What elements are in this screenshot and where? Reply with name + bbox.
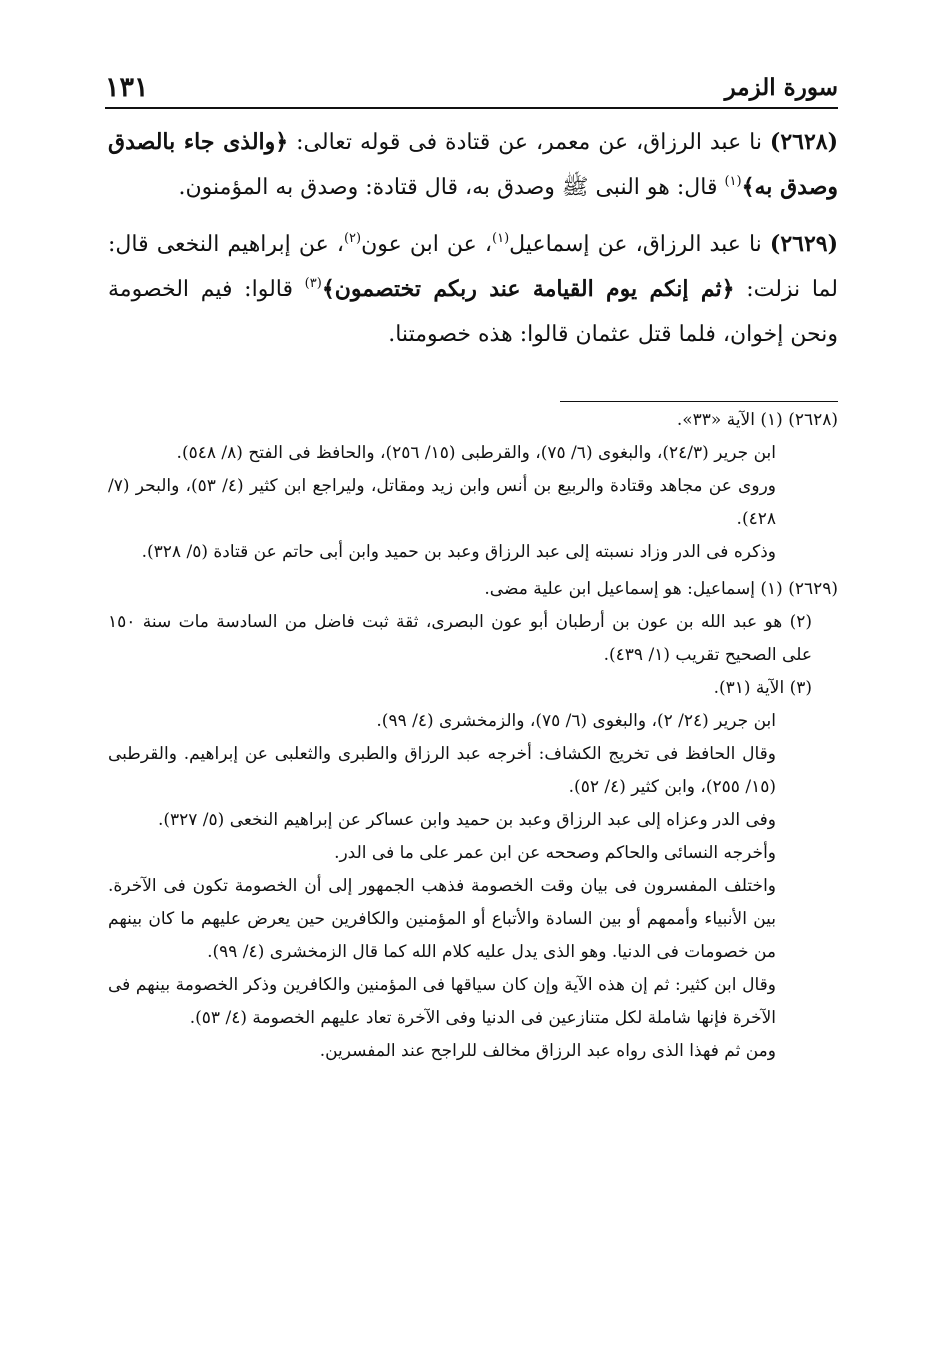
page-number: ١٣١: [105, 72, 149, 103]
main-text: [108, 120, 838, 369]
footnote-line: وفى الدر وعزاه إلى عبد الرزاق وعبد بن حميد وابن عساكر عن إبراهيم النخعى (٥/ ٣٢٧).: [157, 810, 776, 830]
narration-2629: [108, 222, 838, 357]
footnote-line: ابن جرير (٢٤/٣)، والبغوى (٦/ ٧٥)، والقرطبى (١٥/ ٢٥٦)، والحافظ فى الفتح (٨/ ٥٤٨).: [176, 443, 776, 463]
footnote-line: وقال ابن كثير: ثم إن هذه الآية وإن كان سياقها فى المؤمنين والكافرين وذكر الخصومة بينهم فى الآخرة فإنها شاملة لكل متنازعين فى الدنيا وفى الآخرة تعاد عليهم الخصومة (٤/ ٥٣).: [108, 975, 776, 1028]
quran-verse: ﴿والذى جاء بالصدق وصدق به﴾: [108, 129, 838, 200]
narration-text: ، عن ابن عون: [361, 232, 492, 257]
header-divider: [105, 107, 838, 109]
footnote-ref: (١): [724, 174, 742, 189]
narration-text: ، عن إبراهيم النخعى قال: لما نزلت:: [108, 232, 838, 302]
footnote-ref: (٢): [343, 231, 362, 246]
footnote-line: (٣) الآية (٣١).: [713, 678, 812, 698]
narration-text: نا عبد الرزاق، عن إسماعيل: [509, 232, 770, 257]
page-header: [105, 72, 838, 106]
footnote-line: ابن جرير (٢٤/ ٢)، والبغوى (٦/ ٧٥)، والزمخشرى (٤/ ٩٩).: [376, 711, 776, 731]
footnote-line: وقال الحافظ فى تخريج الكشاف: أخرجه عبد الرزاق والطبرى والثعلبى عن إبراهيم. والقرطبى (١٥/ ٢٥٥)، وابن كثير (٤/ ٥٢).: [108, 744, 776, 797]
chapter-title: سورة الزمر: [724, 74, 838, 101]
quran-verse: ﴿ثم إنكم يوم القيامة عند ربكم تختصمون﴾: [321, 276, 735, 302]
footnote-ref: (١): [492, 231, 510, 246]
narration-number: (٢٦٢٨): [769, 129, 838, 155]
narration-text: قالوا: فيم الخصومة ونحن إخوان، فلما قتل عثمان قالوا: هذه خصومتنا.: [108, 277, 838, 347]
footnote-line: واختلف المفسرون فى بيان وقت الخصومة فذهب الجمهور إلى أن الخصومة تكون فى الآخرة. بين الأنبياء وأممهم أو بين السادة والأتباع أو المؤمنين والكافرين حين يعرض عليهم ما كان بينهم من خصومات فى الدنيا. وهو الذى يدل عليه كلام الله كما قال الزمخشرى (٤/ ٩٩).: [108, 876, 776, 962]
narration-text: نا عبد الرزاق، عن معمر، عن قتادة فى قوله تعالى:: [288, 130, 770, 155]
footnote-ref: (٣): [304, 276, 322, 291]
footnote-line: وروى عن مجاهد وقتادة والربيع بن أنس وابن زيد ومقاتل، وليراجع ابن كثير (٤/ ٥٣)، والبحر (٧/ ٤٢٨).: [108, 476, 776, 529]
narration-2628: [108, 120, 838, 210]
footnotes: [108, 404, 838, 1068]
footnote-heading: (٢٦٢٩) (١) إسماعيل: هو إسماعيل ابن علية مضى.: [484, 579, 838, 599]
footnote-divider: [560, 401, 838, 402]
footnote-heading: (٢٦٢٨) (١) الآية «٣٣».: [676, 410, 838, 430]
narration-text: قال: هو النبى ﷺ وصدق به، قال قتادة: وصدق به المؤمنون.: [178, 175, 725, 200]
footnote-line: (٢) هو عبد الله بن عون بن أرطبان أبو عون البصرى، ثقة ثبت فاضل من السادسة مات سنة ١٥٠ على الصحيح تقريب (١/ ٤٣٩).: [108, 612, 812, 665]
footnote-line: وأخرجه النسائى والحاكم وصححه عن ابن عمر على ما فى الدر.: [334, 843, 776, 863]
footnote-line: ومن ثم فهذا الذى رواه عبد الرزاق مخالف للراجح عند المفسرين.: [319, 1041, 776, 1061]
narration-number: (٢٦٢٩): [769, 231, 838, 257]
footnote-line: وذكره فى الدر وزاد نسبته إلى عبد الرزاق وعبد بن حميد وابن أبى حاتم عن قتادة (٥/ ٣٢٨).: [141, 542, 776, 562]
